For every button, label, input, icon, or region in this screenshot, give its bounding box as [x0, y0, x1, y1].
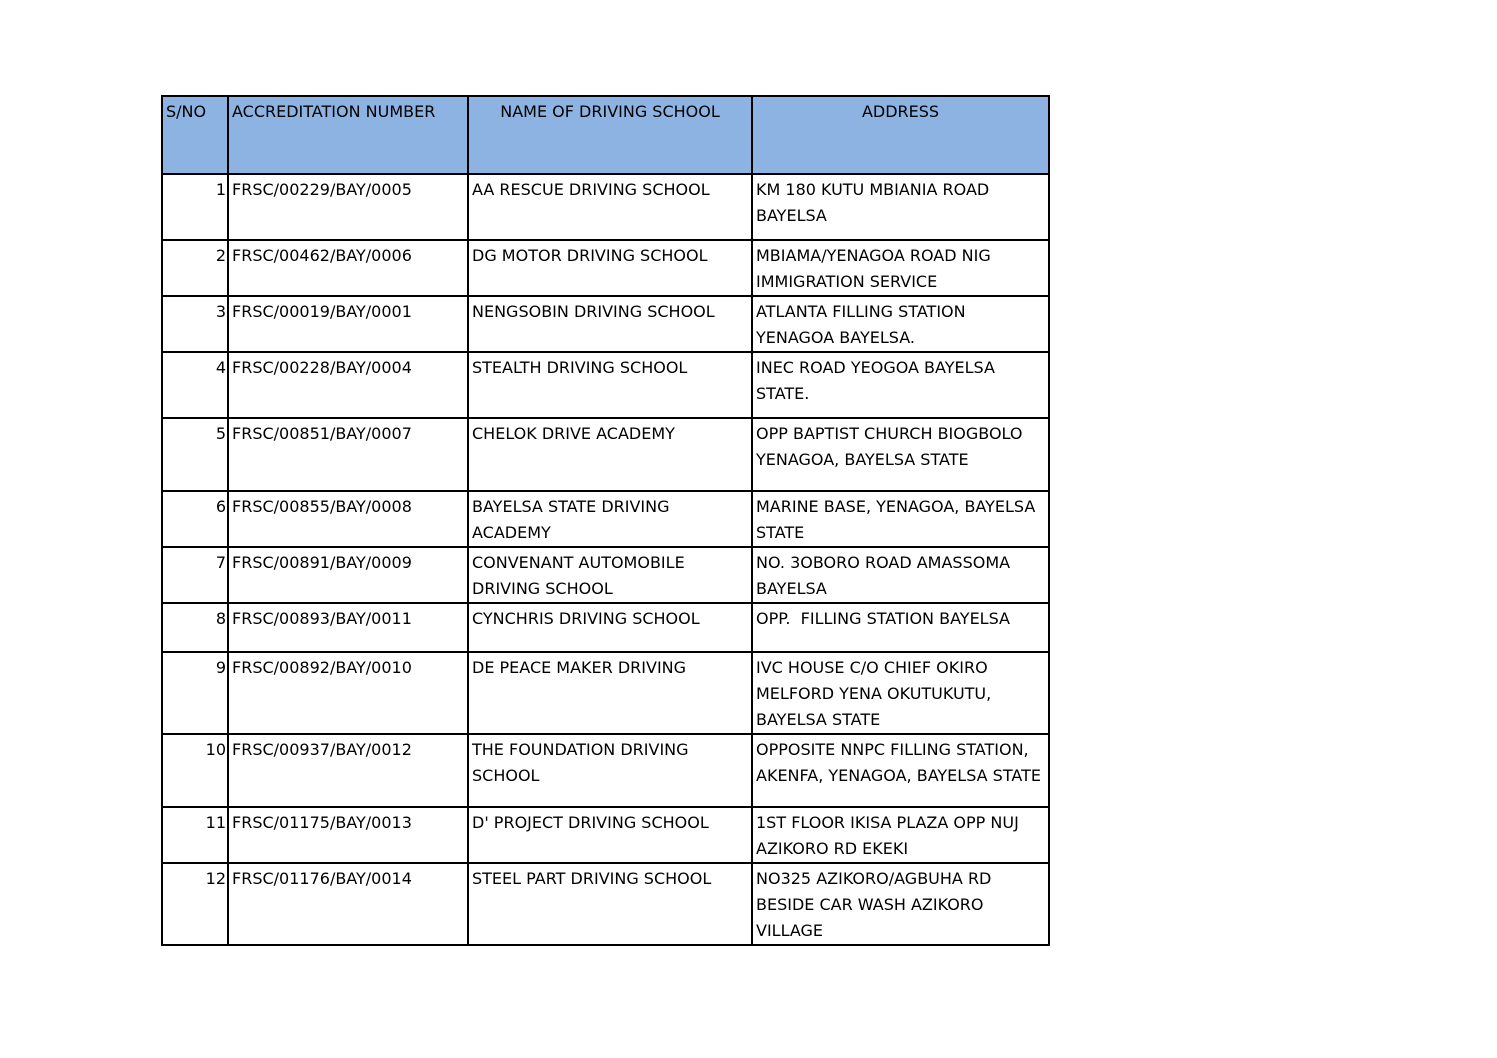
row-accreditation-number: FRSC/00851/BAY/0007 — [228, 418, 468, 491]
row-accreditation-number: FRSC/00228/BAY/0004 — [228, 352, 468, 418]
row-serial-number: 6 — [162, 491, 228, 547]
row-school-name: BAYELSA STATE DRIVING ACADEMY — [468, 491, 752, 547]
row-accreditation-number: FRSC/00892/BAY/0010 — [228, 652, 468, 734]
row-school-name: CHELOK DRIVE ACADEMY — [468, 418, 752, 491]
row-address: NO325 AZIKORO/AGBUHA RD BESIDE CAR WASH AZIKORO VILLAGE — [752, 863, 1049, 945]
row-accreditation-number: FRSC/00893/BAY/0011 — [228, 603, 468, 652]
row-accreditation-number: FRSC/00462/BAY/0006 — [228, 240, 468, 296]
row-address: ATLANTA FILLING STATION YENAGOA BAYELSA. — [752, 296, 1049, 352]
driving-school-table — [161, 95, 1050, 946]
row-address: OPPOSITE NNPC FILLING STATION, AKENFA, YENAGOA, BAYELSA STATE — [752, 734, 1049, 807]
row-address: IVC HOUSE C/O CHIEF OKIRO MELFORD YENA OKUTUKUTU, BAYELSA STATE — [752, 652, 1049, 734]
table-row — [162, 863, 1049, 945]
row-serial-number: 3 — [162, 296, 228, 352]
row-accreditation-number: FRSC/00937/BAY/0012 — [228, 734, 468, 807]
row-accreditation-number: FRSC/01175/BAY/0013 — [228, 807, 468, 863]
row-address: NO. 3OBORO ROAD AMASSOMA BAYELSA — [752, 547, 1049, 603]
row-address: KM 180 KUTU MBIANIA ROAD BAYELSA — [752, 174, 1049, 240]
row-serial-number: 1 — [162, 174, 228, 240]
row-school-name: D' PROJECT DRIVING SCHOOL — [468, 807, 752, 863]
row-school-name: DG MOTOR DRIVING SCHOOL — [468, 240, 752, 296]
row-accreditation-number: FRSC/01176/BAY/0014 — [228, 863, 468, 945]
row-serial-number: 11 — [162, 807, 228, 863]
row-address: OPP. FILLING STATION BAYELSA — [752, 603, 1049, 652]
row-address: MARINE BASE, YENAGOA, BAYELSA STATE — [752, 491, 1049, 547]
row-serial-number: 4 — [162, 352, 228, 418]
table-row — [162, 352, 1049, 418]
header-sno: S/NO — [162, 96, 228, 174]
row-serial-number: 5 — [162, 418, 228, 491]
table-row — [162, 240, 1049, 296]
row-school-name: NENGSOBIN DRIVING SCHOOL — [468, 296, 752, 352]
row-accreditation-number: FRSC/00019/BAY/0001 — [228, 296, 468, 352]
row-address: MBIAMA/YENAGOA ROAD NIG IMMIGRATION SERVICE — [752, 240, 1049, 296]
row-address: 1ST FLOOR IKISA PLAZA OPP NUJ AZIKORO RD EKEKI — [752, 807, 1049, 863]
table-row — [162, 734, 1049, 807]
row-serial-number: 2 — [162, 240, 228, 296]
table-row — [162, 491, 1049, 547]
row-school-name: STEEL PART DRIVING SCHOOL — [468, 863, 752, 945]
row-accreditation-number: FRSC/00891/BAY/0009 — [228, 547, 468, 603]
row-address: OPP BAPTIST CHURCH BIOGBOLO YENAGOA, BAYELSA STATE — [752, 418, 1049, 491]
row-serial-number: 8 — [162, 603, 228, 652]
table-row — [162, 418, 1049, 491]
header-row — [162, 96, 1049, 174]
table-row — [162, 603, 1049, 652]
row-school-name: AA RESCUE DRIVING SCHOOL — [468, 174, 752, 240]
row-accreditation-number: FRSC/00855/BAY/0008 — [228, 491, 468, 547]
row-school-name: STEALTH DRIVING SCHOOL — [468, 352, 752, 418]
row-address: INEC ROAD YEOGOA BAYELSA STATE. — [752, 352, 1049, 418]
header-school-name: NAME OF DRIVING SCHOOL — [468, 96, 752, 174]
table-row — [162, 807, 1049, 863]
header-accreditation-number: ACCREDITATION NUMBER — [228, 96, 468, 174]
table-row — [162, 547, 1049, 603]
table-row — [162, 652, 1049, 734]
table-row — [162, 174, 1049, 240]
table-row — [162, 296, 1049, 352]
row-accreditation-number: FRSC/00229/BAY/0005 — [228, 174, 468, 240]
row-serial-number: 10 — [162, 734, 228, 807]
row-school-name: CYNCHRIS DRIVING SCHOOL — [468, 603, 752, 652]
header-address: ADDRESS — [752, 96, 1049, 174]
row-school-name: DE PEACE MAKER DRIVING — [468, 652, 752, 734]
row-school-name: CONVENANT AUTOMOBILE DRIVING SCHOOL — [468, 547, 752, 603]
row-school-name: THE FOUNDATION DRIVING SCHOOL — [468, 734, 752, 807]
row-serial-number: 12 — [162, 863, 228, 945]
row-serial-number: 7 — [162, 547, 228, 603]
row-serial-number: 9 — [162, 652, 228, 734]
